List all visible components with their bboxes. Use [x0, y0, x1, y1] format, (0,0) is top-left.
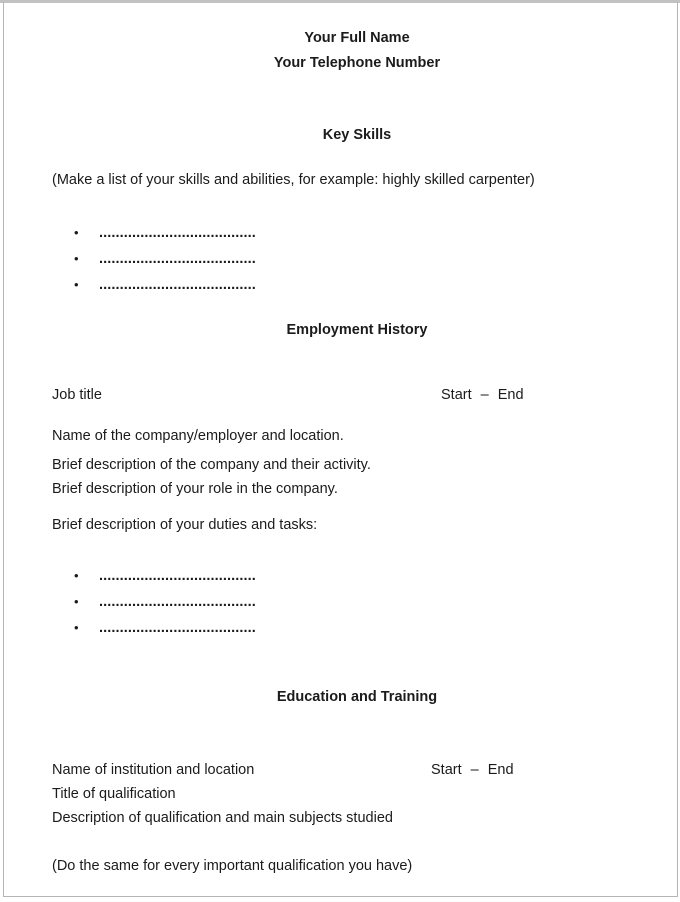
duties-label: Brief description of your duties and tasks:	[52, 517, 318, 533]
qualification-description-line: Description of qualification and main subjects studied	[52, 810, 393, 826]
job-title-label: Job title	[52, 387, 102, 403]
skills-bullet-item	[52, 249, 662, 269]
company-activity-line: Brief description of the company and their activity.	[52, 457, 371, 473]
skills-bullet-item	[52, 223, 662, 243]
duties-bullet-item	[52, 592, 662, 612]
job-title-row	[52, 385, 662, 405]
dotted-placeholder: ......................................	[99, 620, 256, 636]
institution-row	[52, 760, 662, 780]
bullet-icon: •	[74, 594, 79, 609]
dotted-placeholder: ......................................	[99, 225, 256, 241]
dotted-placeholder: ......................................	[99, 568, 256, 584]
qualification-note: (Do the same for every important qualification you have)	[52, 858, 413, 874]
bullet-icon: •	[74, 251, 79, 266]
full-name-line: Your Full Name	[304, 30, 410, 46]
duties-bullet-item	[52, 566, 662, 586]
employment-date-range: Start – End	[441, 387, 524, 403]
bullet-icon: •	[74, 620, 79, 635]
dotted-placeholder: ......................................	[99, 594, 256, 610]
institution-label: Name of institution and location	[52, 762, 255, 778]
dotted-placeholder: ......................................	[99, 277, 256, 293]
key-skills-hint: (Make a list of your skills and abilities, for example: highly skilled carpenter)	[52, 172, 535, 188]
key-skills-heading: Key Skills	[322, 127, 392, 143]
bullet-icon: •	[74, 225, 79, 240]
education-training-heading: Education and Training	[276, 689, 438, 705]
skills-bullet-item	[52, 275, 662, 295]
bullet-icon: •	[74, 277, 79, 292]
company-role-line: Brief description of your role in the company.	[52, 481, 338, 497]
employment-history-heading: Employment History	[286, 322, 428, 338]
telephone-line: Your Telephone Number	[273, 55, 441, 71]
bullet-icon: •	[74, 568, 79, 583]
dotted-placeholder: ......................................	[99, 251, 256, 267]
duties-bullet-item	[52, 618, 662, 638]
company-name-line: Name of the company/employer and location.	[52, 428, 344, 444]
education-date-range: Start – End	[431, 762, 514, 778]
qualification-title-line: Title of qualification	[52, 786, 176, 802]
